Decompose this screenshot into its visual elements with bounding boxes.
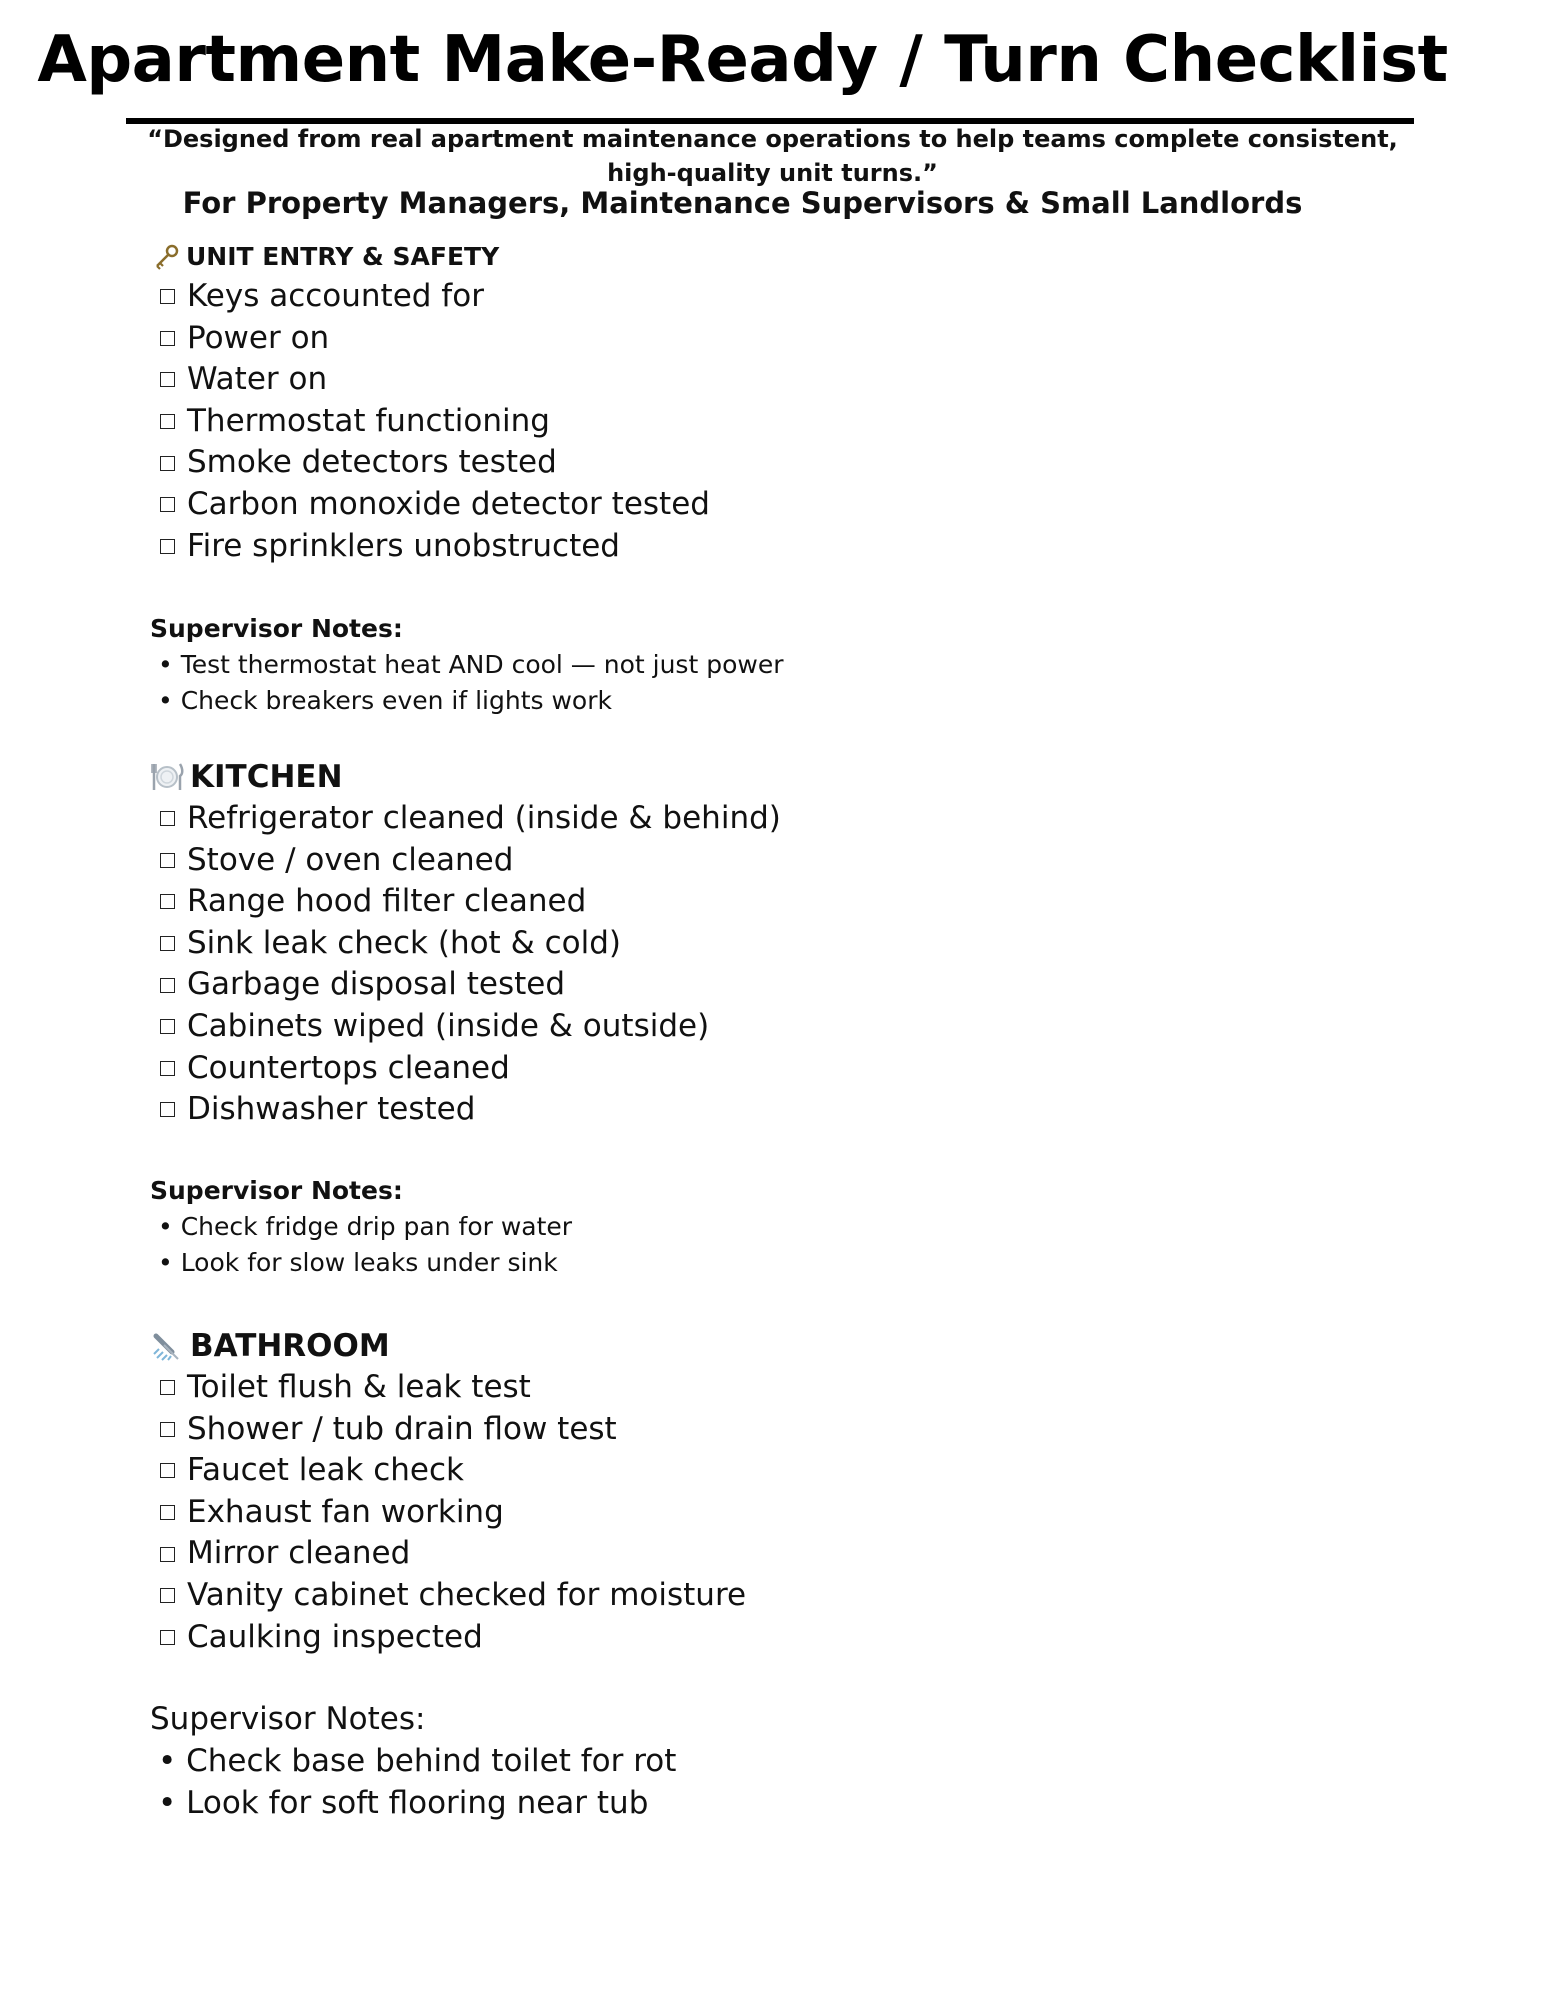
item-label: Cabinets wiped (inside & outside) <box>187 1007 710 1044</box>
item-label: Refrigerator cleaned (inside & behind) <box>187 800 781 836</box>
checklist-item <box>150 923 781 965</box>
note-line: • Check breakers even if lights work <box>158 686 612 716</box>
checkbox[interactable] <box>160 1588 175 1603</box>
section-heading <box>150 756 781 798</box>
checklist-item <box>150 1367 746 1409</box>
checklist-item <box>150 359 783 401</box>
section-title: UNIT ENTRY & SAFETY <box>186 242 500 271</box>
checkbox[interactable] <box>160 372 175 387</box>
note-line: • Check base behind toilet for rot <box>158 1743 677 1780</box>
shower-icon <box>150 1330 184 1362</box>
checklist-item <box>150 1089 781 1131</box>
item-label: Garbage disposal tested <box>187 966 566 1003</box>
section-title: KITCHEN <box>190 759 343 795</box>
audience-subtitle: For Property Managers, Maintenance Supervisors & Small Landlords <box>182 186 1303 220</box>
checkbox[interactable] <box>160 1380 175 1395</box>
checklist-item <box>150 1409 746 1451</box>
checklist-item <box>150 1617 746 1659</box>
item-label: Smoke detectors tested <box>187 444 557 481</box>
section-unit-entry-safety <box>150 238 783 719</box>
checkbox[interactable] <box>160 1547 175 1562</box>
checklist-item <box>150 1533 746 1575</box>
item-label: Shower / tub drain flow test <box>187 1410 617 1447</box>
checkbox[interactable] <box>160 414 175 429</box>
checkbox[interactable] <box>160 1422 175 1437</box>
checkbox[interactable] <box>160 331 175 346</box>
checkbox[interactable] <box>160 539 175 554</box>
checkbox[interactable] <box>160 1505 175 1520</box>
checklist-item <box>150 1006 781 1048</box>
checklist-item <box>150 1492 746 1534</box>
item-label: Stove / oven cleaned <box>187 841 514 878</box>
checklist <box>150 798 781 1131</box>
notes-label: Supervisor Notes: <box>150 614 403 644</box>
section-heading <box>150 1325 746 1367</box>
checklist-item <box>150 1575 746 1617</box>
key-icon <box>152 243 180 271</box>
checklist-item <box>150 442 783 484</box>
item-label: Exhaust fan working <box>187 1493 504 1530</box>
section-heading <box>152 238 783 276</box>
checklist-item <box>150 526 783 568</box>
checklist-item <box>150 881 781 923</box>
checkbox[interactable] <box>160 811 175 826</box>
checkbox[interactable] <box>160 936 175 951</box>
note-line: • Look for soft flooring near tub <box>158 1785 649 1822</box>
checklist-item <box>150 798 781 840</box>
checkbox[interactable] <box>160 456 175 471</box>
item-label: Faucet leak check <box>187 1452 465 1489</box>
plate-utensils-icon <box>150 761 184 793</box>
checklist-item <box>150 484 783 526</box>
item-label: Power on <box>187 319 330 356</box>
section-bathroom <box>150 1325 746 1824</box>
notes-label: Supervisor Notes: <box>150 1701 426 1738</box>
note-line: • Check fridge drip pan for water <box>158 1211 573 1241</box>
checklist-item <box>150 318 783 360</box>
checklist-item <box>150 276 783 318</box>
checklist-item <box>150 1450 746 1492</box>
item-label: Keys accounted for <box>187 278 484 314</box>
notes-label: Supervisor Notes: <box>150 1175 403 1205</box>
item-label: Water on <box>187 361 328 398</box>
item-label: Caulking inspected <box>187 1618 483 1655</box>
checkbox[interactable] <box>160 289 175 304</box>
section-kitchen <box>150 756 781 1281</box>
checkbox[interactable] <box>160 1463 175 1478</box>
item-label: Countertops cleaned <box>187 1049 510 1086</box>
item-label: Carbon monoxide detector tested <box>187 485 710 522</box>
item-label: Fire sprinklers unobstructed <box>187 527 620 564</box>
note-line: • Look for slow leaks under sink <box>158 1247 558 1277</box>
checklist-item <box>150 401 783 443</box>
section-title: BATHROOM <box>190 1328 390 1364</box>
supervisor-notes <box>150 1698 746 1824</box>
item-label: Sink leak check (hot & cold) <box>187 924 621 961</box>
checklist <box>150 1367 746 1658</box>
checkbox[interactable] <box>160 1061 175 1076</box>
checkbox[interactable] <box>160 497 175 512</box>
checkbox[interactable] <box>160 853 175 868</box>
checklist-item <box>150 964 781 1006</box>
item-label: Toilet flush & leak test <box>187 1369 531 1405</box>
checklist <box>150 276 783 567</box>
checklist-item <box>150 840 781 882</box>
checkbox[interactable] <box>160 1102 175 1117</box>
tagline-quote: “Designed from real apartment maintenance operations to help teams complete consistent, high-quality unit turns.” <box>147 125 1398 187</box>
checklist-item <box>150 1048 781 1090</box>
item-label: Dishwasher tested <box>187 1091 476 1128</box>
note-line: • Test thermostat heat AND cool — not just power <box>158 650 784 680</box>
checkbox[interactable] <box>160 1019 175 1034</box>
supervisor-notes <box>150 1173 781 1281</box>
item-label: Mirror cleaned <box>187 1535 411 1572</box>
page-title: Apartment Make-Ready / Turn Checklist <box>37 23 1448 97</box>
checkbox[interactable] <box>160 894 175 909</box>
item-label: Thermostat functioning <box>187 402 550 439</box>
item-label: Range hood filter cleaned <box>187 883 587 920</box>
supervisor-notes <box>150 611 783 719</box>
checkbox[interactable] <box>160 1630 175 1645</box>
checkbox[interactable] <box>160 978 175 993</box>
item-label: Vanity cabinet checked for moisture <box>187 1576 747 1613</box>
